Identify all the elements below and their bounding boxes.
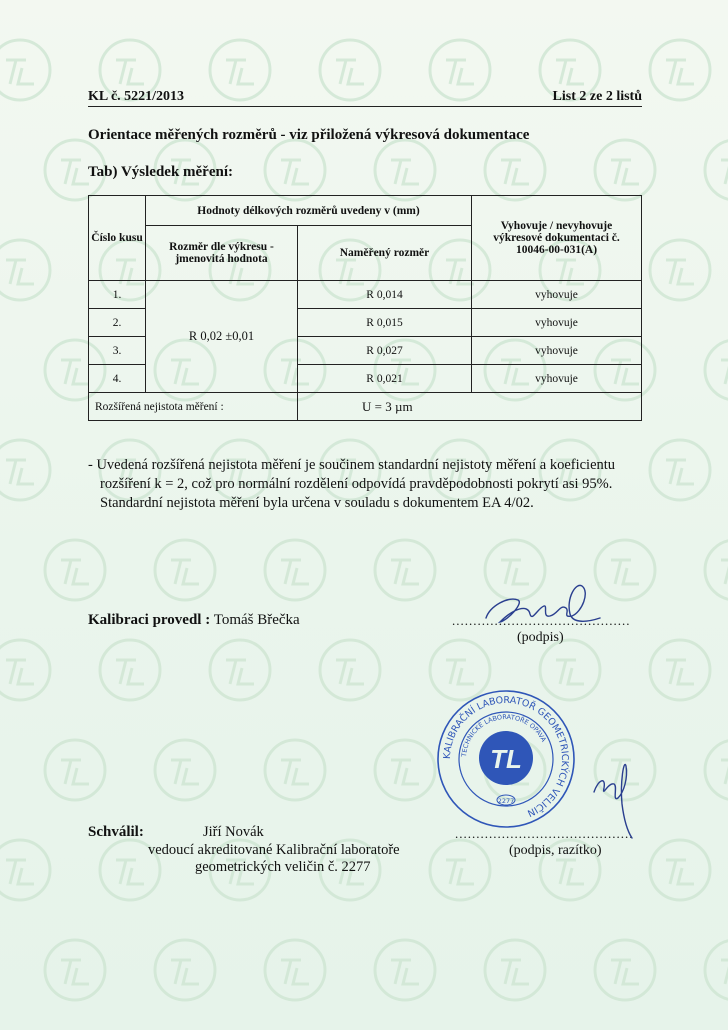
- nominal-cell: R 0,02 ±0,01: [146, 281, 298, 393]
- approval-signature: [588, 752, 638, 842]
- piece-cell: 3.: [89, 337, 146, 365]
- approver-role-line2: geometrických veličin č. 2277: [195, 859, 371, 875]
- stamp-logo: TL: [490, 744, 522, 774]
- approval-signature-line: ..........................................: [455, 826, 634, 841]
- col-measured-header: Naměřený rozměr: [298, 226, 472, 281]
- piece-cell: 2.: [89, 309, 146, 337]
- stamp-inner-text: TECHNICKÉ LABORATOŘE OPAVA: [460, 712, 548, 758]
- approval-signature-caption: (podpis, razítko): [509, 843, 602, 858]
- result-cell: vyhovuje: [472, 365, 642, 393]
- group-header: Hodnoty délkových rozměrů uvedeny v (mm): [146, 196, 472, 226]
- laboratory-stamp: [435, 688, 577, 830]
- note-line: Standardní nejistota měření byla určena v souladu s dokumentem EA 4/02.: [100, 495, 534, 511]
- piece-cell: 1.: [89, 281, 146, 309]
- header-rule: [88, 106, 642, 107]
- calibration-signature-line: ..........................................: [452, 613, 631, 628]
- calibration-label: Kalibraci provedl :: [88, 612, 211, 628]
- result-cell: vyhovuje: [472, 337, 642, 365]
- approval-label-text: Schválil:: [88, 824, 144, 840]
- col-piece-header: Číslo kusu: [89, 196, 146, 281]
- uncertainty-label: Rozšířená nejistota měření :: [89, 393, 298, 421]
- piece-cell: 4.: [89, 365, 146, 393]
- uncertainty-value: U = 3 µm: [298, 393, 642, 421]
- measured-cell: R 0,014: [298, 281, 472, 309]
- uncertainty-note: [88, 456, 648, 513]
- table-row: [89, 281, 642, 309]
- page-title: Orientace měřených rozměrů - viz přiložená výkresová dokumentace: [88, 127, 530, 143]
- doc-number: KL č. 5221/2013: [88, 89, 185, 104]
- measured-cell: R 0,027: [298, 337, 472, 365]
- approver-name: Jiří Novák: [203, 824, 264, 840]
- note-line: - Uvedená rozšířená nejistota měření je součinem standardní nejistoty měření a koeficientu: [88, 457, 616, 473]
- col-result-header: Vyhovuje / nevyhovuje výkresové dokumentaci č. 10046-00-031(A): [472, 196, 642, 281]
- measured-cell: R 0,015: [298, 309, 472, 337]
- sheet-number: List 2 ze 2 listů: [552, 89, 642, 104]
- col-nominal-header: Rozměr dle výkresu - jmenovitá hodnota: [146, 226, 298, 281]
- table-title: Tab) Výsledek měření:: [88, 164, 234, 180]
- uncertainty-row: [89, 393, 642, 421]
- calibration-by: [88, 612, 300, 629]
- stamp-number: 2277: [497, 797, 515, 805]
- result-cell: vyhovuje: [472, 309, 642, 337]
- approval-label: [88, 824, 144, 841]
- stamp-outer-text: KALIBRAČNÍ LABORATOŘ GEOMETRICKÝCH VELIČIN: [441, 694, 571, 819]
- approver-role-line1: vedoucí akreditované Kalibrační laboratoře: [148, 842, 400, 858]
- measured-cell: R 0,021: [298, 365, 472, 393]
- result-cell: vyhovuje: [472, 281, 642, 309]
- calibration-name: Tomáš Břečka: [213, 612, 300, 628]
- table-header-row: [89, 196, 642, 226]
- calibration-signature-caption: (podpis): [517, 630, 564, 645]
- measurement-table: [88, 195, 642, 421]
- note-line: rozšíření k = 2, což pro normální rozdělení odpovídá pravděpodobnosti pokrytí asi 95%.: [100, 476, 613, 492]
- calibration-signature: [478, 578, 608, 634]
